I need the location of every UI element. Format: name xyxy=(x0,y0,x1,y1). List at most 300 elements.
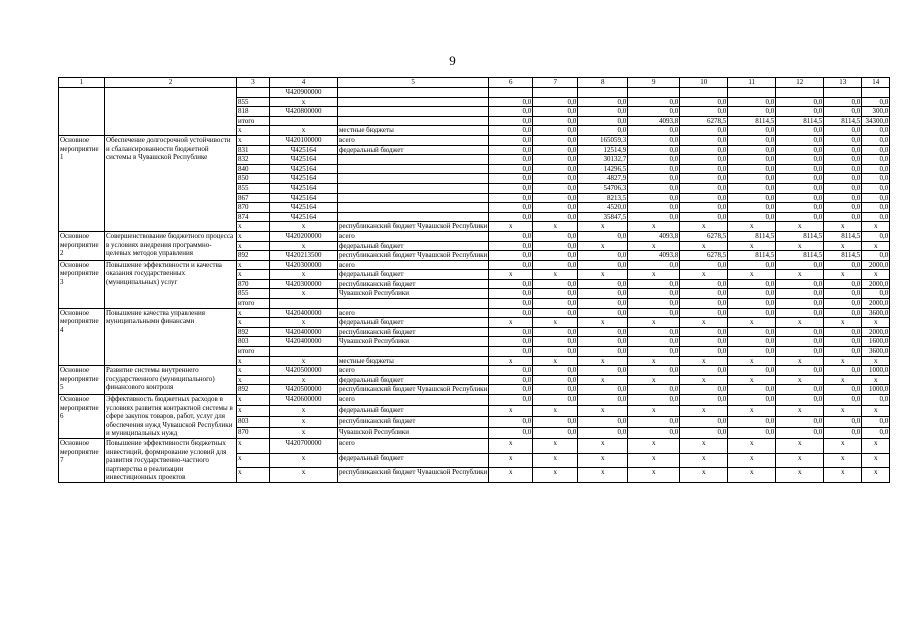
value-cell: x xyxy=(862,375,890,385)
value-cell: 0,0 xyxy=(533,155,578,165)
value-cell: 0,0 xyxy=(533,347,578,357)
value-cell: 14296,5 xyxy=(578,164,628,174)
value-cell: 0,0 xyxy=(628,145,680,155)
value-cell: 54706,3 xyxy=(578,183,628,193)
grbs-code-cell: 803 xyxy=(237,337,270,347)
value-cell: 0,0 xyxy=(824,427,862,438)
value-cell: 0,0 xyxy=(680,193,728,203)
table-row xyxy=(59,438,890,453)
value-cell: x xyxy=(578,405,628,416)
value-cell: 0,0 xyxy=(824,107,862,117)
value-cell: 0,0 xyxy=(628,193,680,203)
value-cell: 0,0 xyxy=(489,241,533,251)
value-cell: 35847,5 xyxy=(578,212,628,222)
value-cell: 0,0 xyxy=(578,385,628,395)
value-cell: 6278,5 xyxy=(680,231,728,241)
col-header: 11 xyxy=(728,78,776,88)
value-cell: 0,0 xyxy=(824,299,862,309)
value-cell: x xyxy=(628,356,680,366)
funding-source-cell: всего xyxy=(338,260,489,270)
value-cell: 2000,0 xyxy=(862,299,890,309)
grbs-code-cell: 892 xyxy=(237,251,270,261)
grbs-code-cell: x xyxy=(237,222,270,232)
value-cell: 0,0 xyxy=(728,183,776,193)
value-cell: 0,0 xyxy=(680,260,728,270)
value-cell: 0,0 xyxy=(533,145,578,155)
grbs-code-cell: 818 xyxy=(237,107,270,117)
value-cell: 0,0 xyxy=(489,337,533,347)
value-cell: 4093,8 xyxy=(628,251,680,261)
value-cell: 0,0 xyxy=(628,155,680,165)
value-cell: 0,0 xyxy=(776,135,824,145)
value-cell: 0,0 xyxy=(489,279,533,289)
value-cell: x xyxy=(578,438,628,453)
value-cell: 0,0 xyxy=(862,203,890,213)
value-cell: 0,0 xyxy=(578,308,628,318)
value-cell: 0,0 xyxy=(728,126,776,136)
value-cell: 0,0 xyxy=(728,327,776,337)
col-header: 2 xyxy=(105,78,237,88)
value-cell: 8114,5 xyxy=(776,116,824,126)
value-cell: 0,0 xyxy=(533,260,578,270)
value-cell: 0,0 xyxy=(824,327,862,337)
table-row xyxy=(59,135,890,145)
value-cell: 0,0 xyxy=(680,164,728,174)
table-row xyxy=(59,308,890,318)
activity-name-cell: Обеспечение долгосрочной устойчивости и сбалансированности бюджетной системы в Чувашской Республике xyxy=(105,135,237,231)
target-code-cell: x xyxy=(270,468,338,483)
value-cell: 0,0 xyxy=(680,289,728,299)
col-header: 1 xyxy=(59,78,105,88)
value-cell: 0,0 xyxy=(533,241,578,251)
grbs-code-cell: 832 xyxy=(237,155,270,165)
funding-source-cell xyxy=(338,203,489,213)
grbs-code-cell: 840 xyxy=(237,164,270,174)
value-cell: x xyxy=(578,270,628,280)
value-cell: x xyxy=(862,405,890,416)
value-cell: x xyxy=(578,453,628,468)
value-cell: 0,0 xyxy=(489,107,533,117)
value-cell: 0,0 xyxy=(628,279,680,289)
value-cell: 0,0 xyxy=(728,337,776,347)
value-cell: 0,0 xyxy=(489,289,533,299)
value-cell: 0,0 xyxy=(728,416,776,427)
value-cell: 0,0 xyxy=(728,347,776,357)
grbs-code-cell: итого xyxy=(237,347,270,357)
target-code-cell: Ч425164 xyxy=(270,174,338,184)
value-cell: 0,0 xyxy=(628,347,680,357)
value-cell: 0,0 xyxy=(824,347,862,357)
value-cell: 0,0 xyxy=(776,279,824,289)
activity-number-cell: Основное мероприятие 5 xyxy=(59,366,105,395)
value-cell: 0,0 xyxy=(680,385,728,395)
target-code-cell xyxy=(270,347,338,357)
value-cell: 0,0 xyxy=(728,212,776,222)
value-cell: 0,0 xyxy=(862,395,890,406)
value-cell: 0,0 xyxy=(489,97,533,107)
value-cell: 0,0 xyxy=(776,107,824,117)
value-cell: x xyxy=(862,270,890,280)
funding-source-cell: Чувашской Республики xyxy=(338,427,489,438)
col-header: 14 xyxy=(862,78,890,88)
value-cell: 0,0 xyxy=(628,126,680,136)
value-cell: x xyxy=(824,356,862,366)
funding-source-cell: федеральный бюджет xyxy=(338,318,489,328)
value-cell: x xyxy=(824,405,862,416)
target-code-cell: Ч425164 xyxy=(270,212,338,222)
value-cell: x xyxy=(489,438,533,453)
value-cell: x xyxy=(489,270,533,280)
funding-source-cell: местные бюджеты xyxy=(338,356,489,366)
value-cell: 0,0 xyxy=(776,212,824,222)
value-cell: 0,0 xyxy=(728,155,776,165)
value-cell: 0,0 xyxy=(533,327,578,337)
value-cell: x xyxy=(728,453,776,468)
value-cell: x xyxy=(533,453,578,468)
value-cell: 0,0 xyxy=(680,183,728,193)
activity-name-cell: Повышение эффективности и качества оказания государственных (муниципальных) услуг xyxy=(105,260,237,308)
target-code-cell: Ч425164 xyxy=(270,193,338,203)
target-code-cell: Ч420500000 xyxy=(270,385,338,395)
funding-source-cell: республиканский бюджет Чувашской Республики xyxy=(339,385,488,394)
col-header: 12 xyxy=(776,78,824,88)
value-cell: 0,0 xyxy=(578,347,628,357)
value-cell: 0,0 xyxy=(728,308,776,318)
value-cell: 1600,0 xyxy=(862,337,890,347)
value-cell: x xyxy=(680,405,728,416)
grbs-code-cell: x xyxy=(237,308,270,318)
value-cell: 0,0 xyxy=(862,135,890,145)
value-cell: 0,0 xyxy=(776,337,824,347)
value-cell: 4827,9 xyxy=(578,174,628,184)
col-header: 5 xyxy=(338,78,489,88)
value-cell: 0,0 xyxy=(862,251,890,261)
value-cell: 0,0 xyxy=(533,251,578,261)
activity-number-cell: Основное мероприятие 7 xyxy=(59,438,105,482)
value-cell xyxy=(776,88,824,98)
target-code-cell: Ч420600000 xyxy=(270,395,338,406)
value-cell: 0,0 xyxy=(862,212,890,222)
value-cell: x xyxy=(824,241,862,251)
funding-source-cell xyxy=(338,155,489,165)
value-cell: 0,0 xyxy=(489,164,533,174)
funding-source-cell: федеральный бюджет xyxy=(338,375,489,385)
value-cell: 0,0 xyxy=(824,366,862,376)
value-cell: 0,0 xyxy=(533,337,578,347)
value-cell: 0,0 xyxy=(533,395,578,406)
value-cell: 0,0 xyxy=(824,164,862,174)
value-cell: 4093,8 xyxy=(628,116,680,126)
value-cell: 0,0 xyxy=(489,385,533,395)
grbs-code-cell: x xyxy=(237,260,270,270)
target-code-cell: x xyxy=(270,427,338,438)
value-cell: 0,0 xyxy=(680,135,728,145)
target-code-cell: Ч425164 xyxy=(270,155,338,165)
funding-source-cell: федеральный бюджет xyxy=(338,241,489,251)
grbs-code-cell: итого xyxy=(237,299,270,309)
value-cell: 2000,0 xyxy=(862,260,890,270)
value-cell: 0,0 xyxy=(489,308,533,318)
value-cell: x xyxy=(776,222,824,232)
value-cell: x xyxy=(862,356,890,366)
value-cell: 0,0 xyxy=(628,395,680,406)
value-cell: 0,0 xyxy=(824,145,862,155)
value-cell: 0,0 xyxy=(628,299,680,309)
value-cell: 0,0 xyxy=(776,327,824,337)
target-code-cell: Ч425164 xyxy=(270,164,338,174)
value-cell: 0,0 xyxy=(728,289,776,299)
grbs-code-cell: x xyxy=(237,453,270,468)
value-cell: 3600,0 xyxy=(862,347,890,357)
value-cell: x xyxy=(578,222,628,232)
value-cell: 0,0 xyxy=(578,126,628,136)
col-header: 7 xyxy=(533,78,578,88)
value-cell: 0,0 xyxy=(628,174,680,184)
value-cell: x xyxy=(628,453,680,468)
value-cell: 8114,5 xyxy=(824,231,862,241)
grbs-code-cell: 870 xyxy=(237,203,270,213)
value-cell: 0,0 xyxy=(824,126,862,136)
value-cell: x xyxy=(578,318,628,328)
value-cell: 0,0 xyxy=(533,126,578,136)
value-cell: 6278,5 xyxy=(680,251,728,261)
target-code-cell: Ч425164 xyxy=(270,183,338,193)
value-cell: 0,0 xyxy=(489,366,533,376)
activity-number-cell: Основное мероприятие 4 xyxy=(59,308,105,366)
value-cell: 0,0 xyxy=(489,145,533,155)
funding-source-cell xyxy=(338,88,489,98)
grbs-code-cell: 892 xyxy=(237,385,270,395)
value-cell: 0,0 xyxy=(489,183,533,193)
value-cell: x xyxy=(628,318,680,328)
value-cell: x xyxy=(680,356,728,366)
value-cell: x xyxy=(728,375,776,385)
funding-source-cell: всего xyxy=(338,366,489,376)
target-code-cell xyxy=(270,299,338,309)
funding-source-cell xyxy=(338,174,489,184)
funding-source-cell: федеральный бюджет xyxy=(338,270,489,280)
value-cell: 0,0 xyxy=(824,308,862,318)
value-cell: x xyxy=(489,356,533,366)
funding-source-cell: всего xyxy=(338,438,489,453)
activity-name-cell: Развитие системы внутреннего государственного (муниципального) финансового контроля xyxy=(105,366,237,395)
value-cell: 0,0 xyxy=(489,155,533,165)
value-cell: x xyxy=(680,241,728,251)
value-cell: x xyxy=(578,468,628,483)
value-cell: 0,0 xyxy=(862,427,890,438)
grbs-code-cell: x xyxy=(237,468,270,483)
value-cell: 0,0 xyxy=(776,366,824,376)
value-cell: 0,0 xyxy=(824,279,862,289)
value-cell: x xyxy=(628,241,680,251)
value-cell: 0,0 xyxy=(824,183,862,193)
value-cell: 0,0 xyxy=(680,347,728,357)
activity-name-cell xyxy=(105,88,237,136)
value-cell: x xyxy=(862,453,890,468)
value-cell: 0,0 xyxy=(680,107,728,117)
value-cell: x xyxy=(776,453,824,468)
value-cell: 0,0 xyxy=(489,126,533,136)
target-code-cell: Ч420400000 xyxy=(270,327,338,337)
value-cell: 0,0 xyxy=(533,308,578,318)
value-cell: 0,0 xyxy=(680,97,728,107)
value-cell: x xyxy=(776,318,824,328)
value-cell: 4520,0 xyxy=(578,203,628,213)
activity-number-cell: Основное мероприятие 6 xyxy=(59,395,105,439)
funding-source-cell xyxy=(338,347,489,357)
value-cell: x xyxy=(824,438,862,453)
value-cell: x xyxy=(533,222,578,232)
value-cell: 0,0 xyxy=(533,366,578,376)
value-cell: 0,0 xyxy=(776,260,824,270)
value-cell: 0,0 xyxy=(578,366,628,376)
value-cell: 0,0 xyxy=(533,116,578,126)
value-cell: 8114,5 xyxy=(776,251,824,261)
target-code-cell: Ч425164 xyxy=(270,145,338,155)
value-cell: 0,0 xyxy=(489,251,533,261)
value-cell: 0,0 xyxy=(862,126,890,136)
value-cell: 0,0 xyxy=(489,212,533,222)
value-cell: 0,0 xyxy=(824,135,862,145)
value-cell: 0,0 xyxy=(489,375,533,385)
value-cell: 0,0 xyxy=(489,135,533,145)
value-cell: 3600,0 xyxy=(862,308,890,318)
grbs-code-cell: 855 xyxy=(237,97,270,107)
value-cell: 0,0 xyxy=(533,231,578,241)
value-cell: 0,0 xyxy=(728,203,776,213)
activity-name-cell: Эффективность бюджетных расходов в условиях развития контрактной системы в сфере закупок товаров, работ, услуг для обеспечения нужд Чувашской Республики и муниципальных нужд xyxy=(105,395,237,439)
value-cell: 0,0 xyxy=(680,395,728,406)
activity-number-cell: Основное мероприятие 1 xyxy=(59,135,105,231)
value-cell: 0,0 xyxy=(728,260,776,270)
value-cell: 8114,5 xyxy=(728,251,776,261)
grbs-code-cell: 867 xyxy=(237,193,270,203)
table-row xyxy=(59,88,890,98)
grbs-code-cell: x xyxy=(237,356,270,366)
grbs-code-cell: 803 xyxy=(237,416,270,427)
funding-source-cell: Чувашской Республики xyxy=(338,337,489,347)
value-cell: x xyxy=(776,405,824,416)
table-row xyxy=(59,395,890,406)
value-cell: 0,0 xyxy=(533,164,578,174)
value-cell: x xyxy=(578,241,628,251)
value-cell: 0,0 xyxy=(728,164,776,174)
value-cell xyxy=(824,88,862,98)
value-cell: 0,0 xyxy=(533,212,578,222)
value-cell: 0,0 xyxy=(680,308,728,318)
value-cell: 0,0 xyxy=(578,260,628,270)
value-cell: 0,0 xyxy=(533,385,578,395)
value-cell: 0,0 xyxy=(680,145,728,155)
value-cell: x xyxy=(489,468,533,483)
value-cell: 0,0 xyxy=(578,427,628,438)
funding-source-cell: федеральный бюджет xyxy=(338,453,489,468)
target-code-cell: x xyxy=(270,222,338,232)
value-cell xyxy=(628,88,680,98)
funding-source-cell xyxy=(338,116,489,126)
funding-source-cell: всего xyxy=(338,231,489,241)
value-cell: x xyxy=(862,318,890,328)
value-cell: 0,0 xyxy=(489,116,533,126)
value-cell: 0,0 xyxy=(728,385,776,395)
grbs-code-cell: 874 xyxy=(237,212,270,222)
activity-name-cell: Повышение качества управления муниципальными финансами xyxy=(105,308,237,366)
value-cell: x xyxy=(862,222,890,232)
value-cell: 0,0 xyxy=(533,135,578,145)
target-code-cell xyxy=(270,116,338,126)
value-cell: 0,0 xyxy=(489,231,533,241)
value-cell: 0,0 xyxy=(533,416,578,427)
target-code-cell: x xyxy=(270,318,338,328)
value-cell: 300,0 xyxy=(862,107,890,117)
value-cell: 0,0 xyxy=(862,289,890,299)
value-cell: 0,0 xyxy=(489,193,533,203)
value-cell: x xyxy=(728,222,776,232)
value-cell: 0,0 xyxy=(489,174,533,184)
value-cell: 0,0 xyxy=(680,212,728,222)
value-cell: 165059,3 xyxy=(578,135,628,145)
target-code-cell: x xyxy=(270,97,338,107)
value-cell: 0,0 xyxy=(578,416,628,427)
value-cell: x xyxy=(680,318,728,328)
value-cell: 0,0 xyxy=(533,289,578,299)
value-cell xyxy=(578,88,628,98)
value-cell: x xyxy=(824,468,862,483)
grbs-code-cell: 892 xyxy=(237,327,270,337)
value-cell: 0,0 xyxy=(533,174,578,184)
value-cell: 0,0 xyxy=(628,337,680,347)
value-cell: 0,0 xyxy=(680,203,728,213)
value-cell: 0,0 xyxy=(628,385,680,395)
value-cell: 0,0 xyxy=(776,183,824,193)
value-cell: x xyxy=(533,356,578,366)
value-cell: 0,0 xyxy=(628,135,680,145)
value-cell: 0,0 xyxy=(776,155,824,165)
value-cell: x xyxy=(628,222,680,232)
grbs-code-cell: x xyxy=(237,395,270,406)
grbs-code-cell: x xyxy=(237,231,270,241)
value-cell: 0,0 xyxy=(628,183,680,193)
value-cell: x xyxy=(533,468,578,483)
value-cell: 0,0 xyxy=(489,327,533,337)
value-cell: 0,0 xyxy=(578,337,628,347)
table-row xyxy=(59,231,890,241)
value-cell: x xyxy=(628,405,680,416)
value-cell: x xyxy=(728,356,776,366)
value-cell: x xyxy=(862,438,890,453)
value-cell: 8114,5 xyxy=(824,251,862,261)
value-cell: x xyxy=(533,318,578,328)
value-cell: x xyxy=(489,318,533,328)
activity-number-cell xyxy=(59,88,105,136)
value-cell: 0,0 xyxy=(578,97,628,107)
activity-number-cell: Основное мероприятие 2 xyxy=(59,231,105,260)
value-cell: 0,0 xyxy=(728,395,776,406)
value-cell: x xyxy=(776,468,824,483)
target-code-cell: x xyxy=(270,375,338,385)
value-cell: x xyxy=(824,375,862,385)
value-cell: 0,0 xyxy=(824,260,862,270)
value-cell: 0,0 xyxy=(578,107,628,117)
value-cell: 0,0 xyxy=(824,289,862,299)
value-cell: 0,0 xyxy=(628,212,680,222)
value-cell: x xyxy=(776,356,824,366)
value-cell: 0,0 xyxy=(489,395,533,406)
target-code-cell: x xyxy=(270,270,338,280)
table-row xyxy=(59,260,890,270)
target-code-cell: Ч420100000 xyxy=(270,135,338,145)
target-code-cell: x xyxy=(270,241,338,251)
